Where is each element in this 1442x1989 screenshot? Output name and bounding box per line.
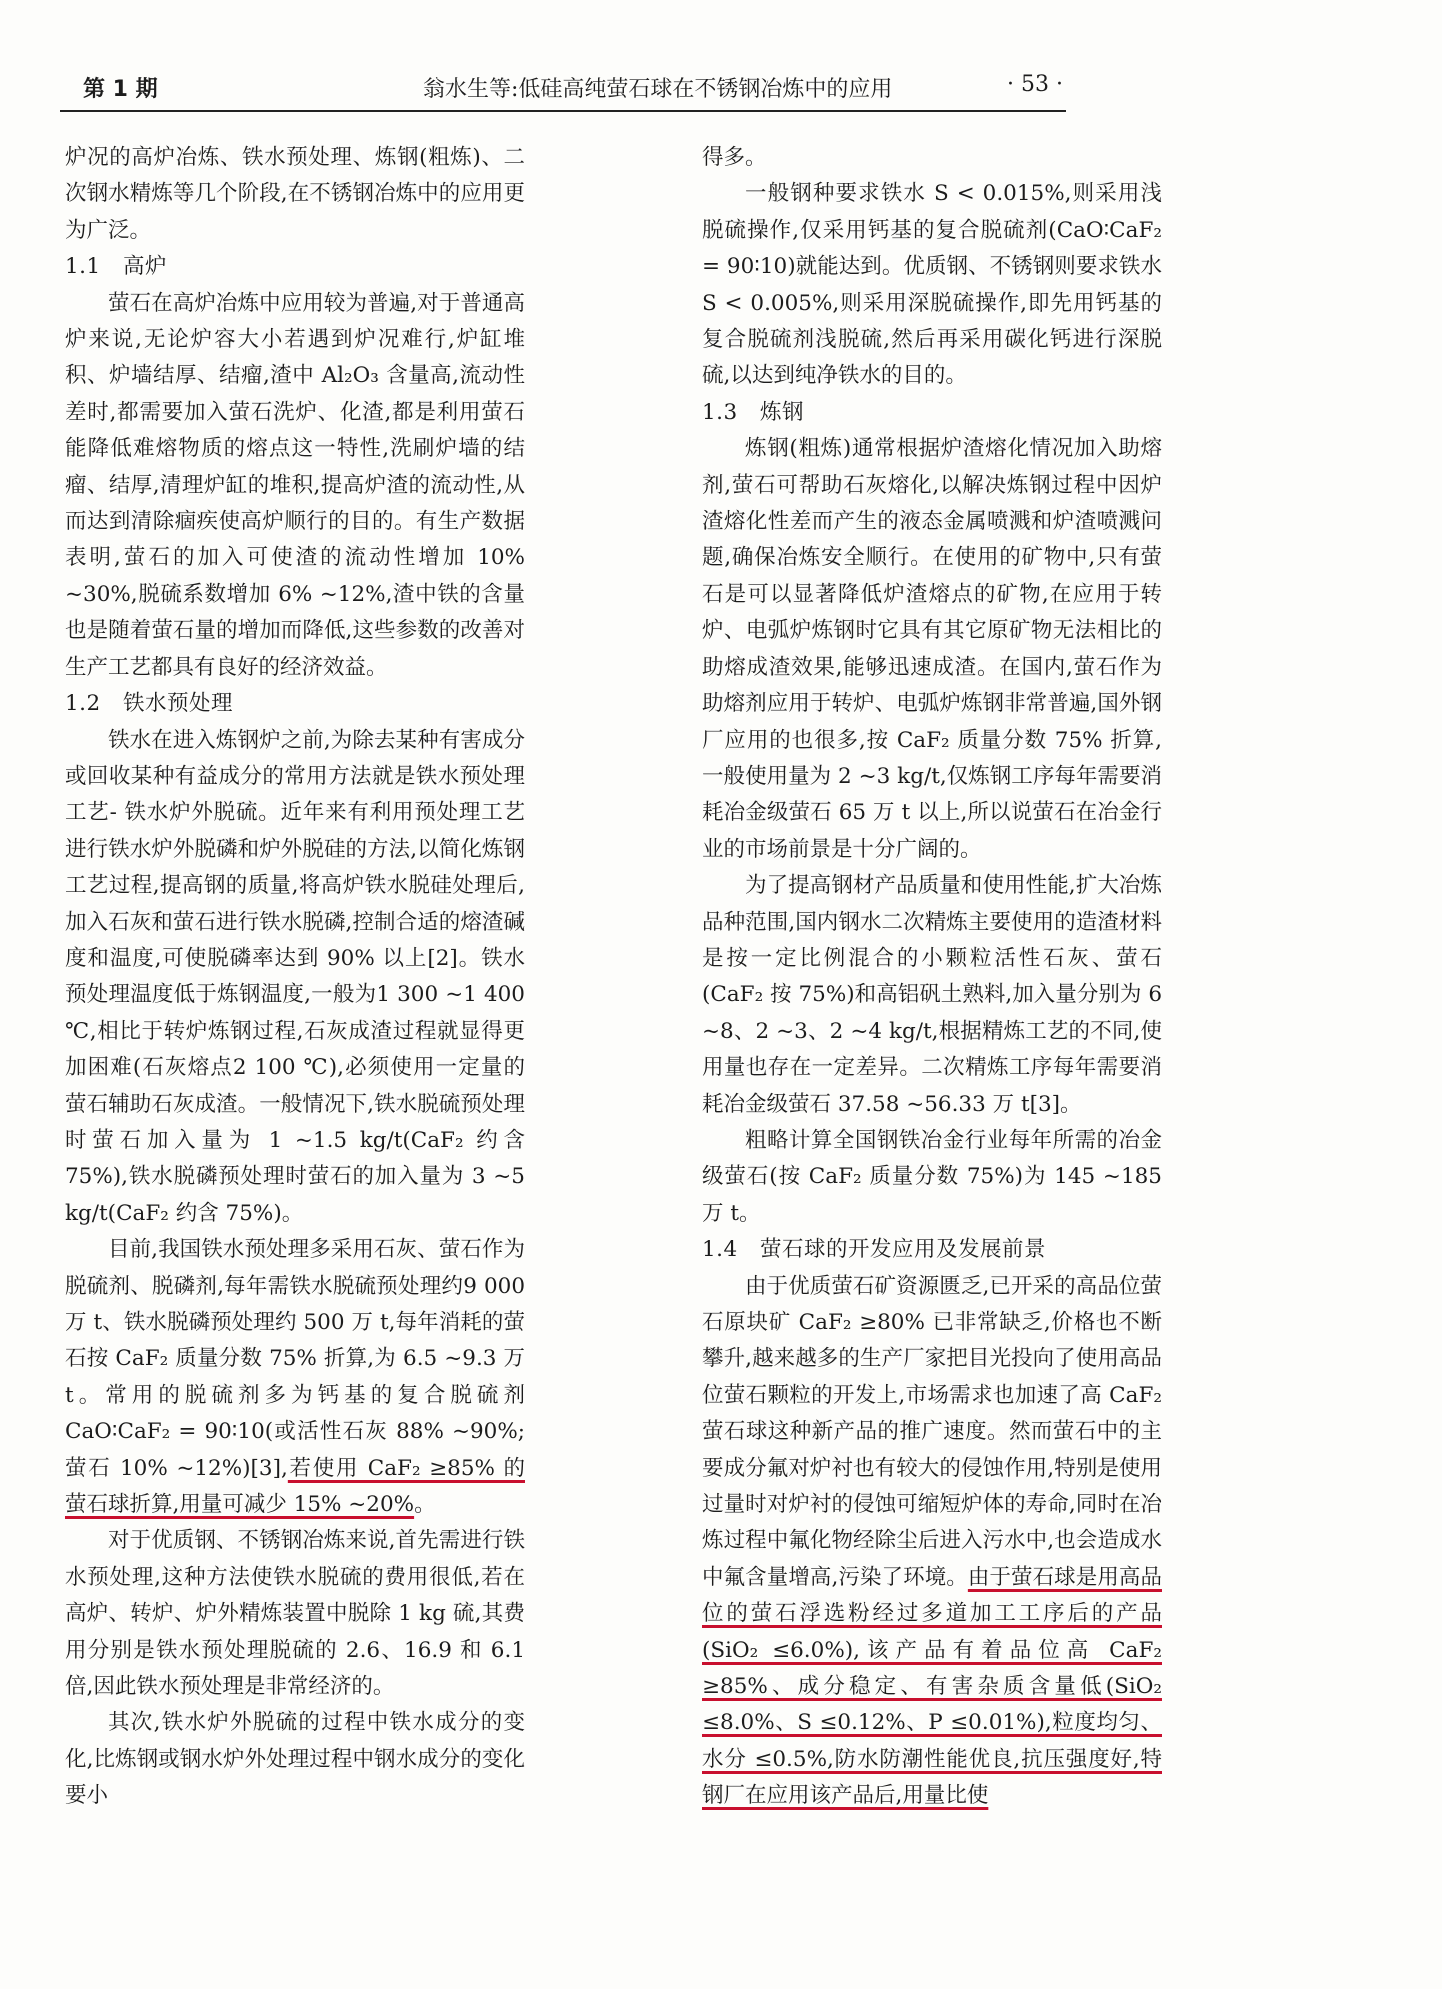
section-heading-1-2 (65, 686, 525, 722)
section-title: 铁水预处理 (123, 691, 234, 717)
right-column (702, 140, 1162, 1815)
left-column (65, 140, 525, 1815)
section-number: 1.1 (65, 254, 101, 280)
paragraph: 其次,铁水炉外脱硫的过程中铁水成分的变化,比炼钢或钢水炉外处理过程中钢水成分的变化要小 (65, 1710, 525, 1809)
section-number: 1.2 (65, 691, 101, 717)
paragraph: 一般钢种要求铁水 S < 0.015%,则采用浅脱硫操作,仅采用钙基的复合脱硫剂(CaO∶CaF₂ = 90∶10)就能达到。优质钢、不锈钢则要求铁水 S < 0.005%,则采用深脱硫操作,即先用钙基的复合脱硫剂浅脱硫,然后再采用碳化钙进行深脱硫,以达到纯净铁水的目的。 (702, 181, 1162, 389)
section-title: 高炉 (123, 254, 168, 280)
paragraph-with-annotation (65, 1232, 525, 1523)
paragraph: 炼钢(粗炼)通常根据炉渣熔化情况加入助熔剂,萤石可帮助石灰熔化,以解决炼钢过程中因炉渣熔化性差而产生的液态金属喷溅和炉渣喷溅问题,确保冶炼安全顺行。在使用的矿物中,只有萤石是可以显著降低炉渣熔点的矿物,在应用于转炉、电弧炉炼钢时它具有其它原矿物无法相比的助熔成渣效果,能够迅速成渣。在国内,萤石作为助熔剂应用于转炉、电弧炉炼钢非常普遍,国外钢厂应用的也很多,按 CaF₂ 质量分数 75% 折算,一般使用量为 2 ~3 kg/t,仅炼钢工序每年需要消耗冶金级萤石 65 万 t 以上,所以说萤石在冶金行业的市场前景是十分广阔的。 (702, 436, 1162, 862)
paragraph: 粗略计算全国钢铁冶金行业每年所需的冶金级萤石(按 CaF₂ 质量分数 75%)为 145 ~185 万 t。 (702, 1127, 1162, 1226)
paragraph: 炉况的高炉冶炼、铁水预处理、炼钢(粗炼)、二次钢水精炼等几个阶段,在不锈钢冶炼中的应用更为广泛。 (65, 145, 525, 243)
section-title: 炼钢 (760, 399, 805, 425)
paragraph-text: 目前,我国铁水预处理多采用石灰、萤石作为脱硫剂、脱磷剂,每年需铁水脱硫预处理约9 000万 t、铁水脱磷预处理约 500 万 t,每年消耗的萤石按 CaF₂ 质量分数 75% 折算,为 6.5 ~9.3 万 t。常用的脱硫剂多为钙基的复合脱硫剂 CaO∶CaF₂ = 90∶10(或活性石灰 88% ~90%;萤石 10% ~12%)[3], (65, 1237, 525, 1481)
paragraph: 为了提高钢材产品质量和使用性能,扩大冶炼品种范围,国内钢水二次精炼主要使用的造渣材料是按一定比例混合的小颗粒活性石灰、萤石(CaF₂ 按 75%)和高铝矾土熟料,加入量分别为 6 ~8、2 ~3、2 ~4 kg/t,根据精炼工艺的不同,使用量也存在一定差异。二次精炼工序每年需要消耗冶金级萤石 37.58 ~56.33 万 t[3]。 (702, 873, 1162, 1117)
paragraph: 铁水在进入炼钢炉之前,为除去某种有害成分或回收某种有益成分的常用方法就是铁水预处理工艺- 铁水炉外脱硫。近年来有利用预处理工艺进行铁水炉外脱磷和炉外脱硅的方法,以简化炼钢工艺过程,提高钢的质量,将高炉铁水脱硅处理后,加入石灰和萤石进行铁水脱磷,控制合适的熔渣碱度和温度,可使脱磷率达到 90% 以上[2]。铁水预处理温度低于炼钢温度,一般为1 300 ~1 400 ℃,相比于转炉炼钢过程,石灰成渣过程就显得更加困难(石灰熔点2 100 ℃),必须使用一定量的萤石辅助石灰成渣。一般情况下,铁水脱硫预处理时萤石加入量为 1 ~1.5 kg/t(CaF₂ 约含 75%),铁水脱磷预处理时萤石的加入量为 3 ~5 kg/t(CaF₂ 约含 75%)。 (65, 727, 525, 1226)
section-number: 1.4 (702, 1237, 738, 1263)
section-title: 萤石球的开发应用及发展前景 (760, 1237, 1047, 1263)
paragraph: 得多。 (702, 145, 767, 170)
paragraph: 萤石在高炉冶炼中应用较为普遍,对于普通高炉来说,无论炉容大小若遇到炉况难行,炉缸堆积、炉墙结厚、结瘤,渣中 Al₂O₃ 含量高,流动性差时,都需要加入萤石洗炉、化渣,都是利用萤石能降低难熔物质的熔点这一特性,洗刷炉墙的结瘤、结厚,清理炉缸的堆积,提高炉渣的流动性,从而达到清除痼疾使高炉顺行的目的。有生产数据表明,萤石的加入可使渣的流动性增加 10% ~30%,脱硫系数增加 6% ~12%,渣中铁的含量也是随着萤石量的增加而降低,这些参数的改善对生产工艺都具有良好的经济效益。 (65, 290, 525, 680)
page-number: · 53 · (1007, 72, 1063, 97)
paragraph-with-annotation (702, 1269, 1162, 1815)
header-rule (60, 110, 1066, 112)
red-underlined-passage: 由于萤石球是用高品位的萤石浮选粉经过多道加工工序后的产品(SiO₂ ≤6.0%),该产品有着品位高 CaF₂ ≥85%、成分稳定、有害杂质含量低(SiO₂ ≤8.0%、S ≤0.12%、P ≤0.01%),粒度均匀、水分 ≤0.5%,防水防潮性能优良,抗压强度好,特钢厂在应用该产品后,用量比使 (702, 1564, 1162, 1809)
section-heading-1-4 (702, 1232, 1162, 1268)
article-running-title: 翁水生等:低硅高纯萤石球在不锈钢冶炼中的应用 (423, 77, 893, 102)
section-number: 1.3 (702, 399, 738, 425)
section-heading-1-3 (702, 395, 1162, 431)
section-heading-1-1 (65, 249, 525, 285)
paragraph: 对于优质钢、不锈钢冶炼来说,首先需进行铁水预处理,这种方法使铁水脱硫的费用很低,若在高炉、转炉、炉外精炼装置中脱除 1 kg 硫,其费用分别是铁水预处理脱硫的 2.6、16.9 和 6.1 倍,因此铁水预处理是非常经济的。 (65, 1528, 525, 1700)
running-header (63, 72, 1063, 106)
paragraph-end: 。 (414, 1492, 436, 1518)
issue-label: 第 1 期 (83, 77, 158, 102)
red-underlined-passage: 若使用 CaF₂ ≥85% 的萤石球折算,用量可减少 15% ~20% (65, 1455, 525, 1518)
paragraph-text: 由于优质萤石矿资源匮乏,已开采的高品位萤石原块矿 CaF₂ ≥80% 已非常缺乏,价格也不断攀升,越来越多的生产厂家把目光投向了使用高品位萤石颗粒的开发上,市场需求也加速了高 CaF₂ 萤石球这种新产品的推广速度。然而萤石中的主要成分氟对炉衬也有较大的侵蚀作用,特别是使用过量时对炉衬的侵蚀可缩短炉体的寿命,同时在冶炼过程中氟化物经除尘后进入污水中,也会造成水中氟含量增高,污染了环境。 (702, 1273, 1162, 1590)
